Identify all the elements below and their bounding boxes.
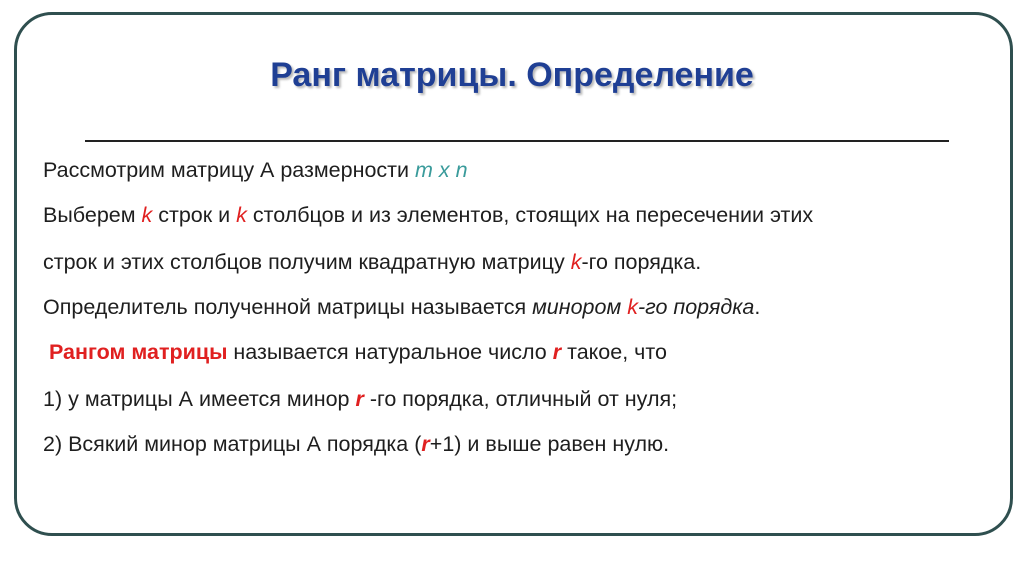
line2-text-c: столбцов и из элементов, стоящих на пересечении этих (246, 203, 814, 227)
variable-k: k (627, 295, 638, 319)
condition-2 (43, 432, 669, 457)
line6-text-b: -го порядка, отличный от нуля; (363, 387, 678, 411)
line-rank-definition (49, 340, 667, 365)
line4-period: . (754, 295, 761, 319)
minor-term: минором (532, 295, 628, 319)
variable-r: r (421, 432, 430, 456)
line2-text-b: строк и (152, 203, 237, 227)
line7-text-b: +1) и выше равен нулю. (429, 432, 670, 456)
line-minor-definition (43, 295, 760, 320)
variable-k: k (570, 250, 582, 274)
line7-text-a: 2) Всякий минор матрицы А порядка ( (43, 432, 422, 456)
variable-r: r (552, 340, 562, 364)
title-divider (85, 140, 949, 142)
line2-text-a: Выберем (43, 203, 142, 227)
line5-text-b: такое, что (561, 340, 667, 364)
dimension-variables: m x n (415, 158, 468, 182)
variable-k: k (236, 203, 247, 227)
line3-text-a: строк и этих столбцов получим квадратную матрицу (43, 250, 571, 274)
rank-term: Рангом матрицы (49, 340, 228, 364)
variable-k: k (141, 203, 153, 227)
line-matrix-dimensions (43, 158, 468, 183)
line-select-rows (43, 203, 813, 228)
slide-title: Ранг матрицы. Определение (270, 56, 754, 94)
line5-text-a: называется натуральное число (227, 340, 553, 364)
variable-r: r (355, 387, 364, 411)
minor-order: -го порядка (637, 295, 755, 319)
line1-text: Рассмотрим матрицу А размерности (43, 158, 415, 182)
line3-text-b: -го порядка. (581, 250, 702, 274)
condition-1 (43, 387, 677, 412)
line-square-matrix (43, 250, 701, 275)
line6-text-a: 1) у матрицы А имеется минор (43, 387, 356, 411)
line4-text-a: Определитель полученной матрицы называется (43, 295, 533, 319)
